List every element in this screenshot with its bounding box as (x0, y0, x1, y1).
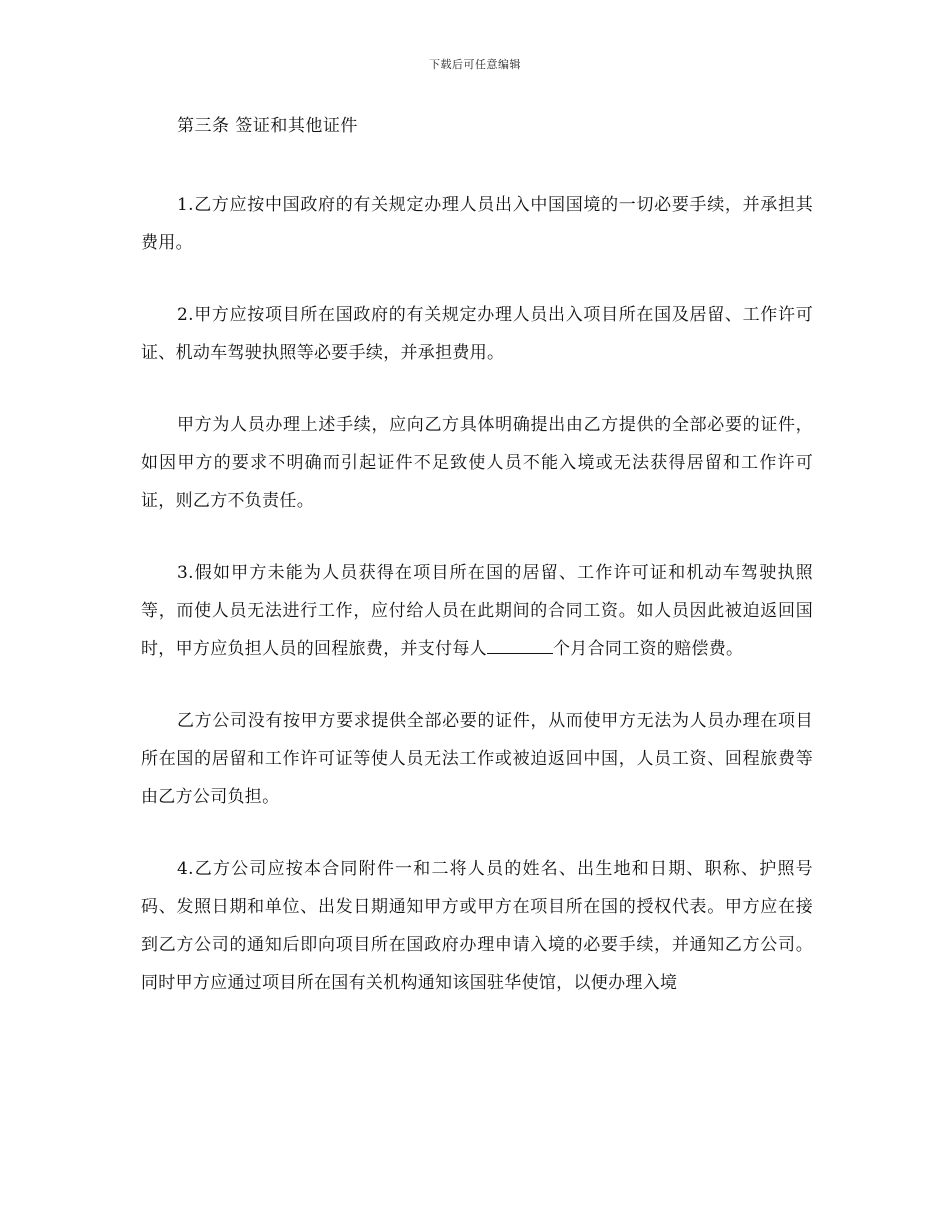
article-heading: 第三条 签证和其他证件 (177, 116, 358, 136)
paragraph-6: 4.乙方公司应按本合同附件一和二将人员的姓名、出生地和日期、职称、护照号码、发照日期和单位、出发日期通知甲方或甲方在项目所在国的授权代表。甲方应在接到乙方公司的通知后即向项目所在国政府办理申请入境的必要手续，并通知乙方公司。同时甲方应通过项目所在国有关机构通知该国驻华使馆，以便办理入境 (141, 859, 813, 993)
fill-in-blank (487, 639, 553, 654)
paragraph-1: 1.乙方应按中国政府的有关规定办理人员出入中国国境的一切必要手续，并承担其费用。 (141, 195, 813, 253)
page-header: 下载后可任意编辑 (429, 58, 521, 71)
document-body (141, 112, 813, 1002)
paragraph-4-text-end: 个月合同工资的赔偿费。 (553, 639, 744, 659)
paragraph-4 (141, 554, 813, 668)
paragraph-4-text-start: 3.假如甲方未能为人员获得在项目所在国的居留、工作许可证和机动车驾驶执照等，而使人员无法进行工作，应付给人员在此期间的合同工资。如人员因此被迫返回国时，甲方应负担人员的回程旅费，并支付每人 (141, 563, 813, 659)
paragraph-2: 2.甲方应按项目所在国政府的有关规定办理人员出入项目所在国及居留、工作许可证、机动车驾驶执照等必要手续，并承担费用。 (141, 305, 813, 363)
paragraph-5: 乙方公司没有按甲方要求提供全部必要的证件，从而使甲方无法为人员办理在项目所在国的居留和工作许可证等使人员无法工作或被迫返回中国，人员工资、回程旅费等由乙方公司负担。 (141, 711, 813, 807)
paragraph-3: 甲方为人员办理上述手续，应向乙方具体明确提出由乙方提供的全部必要的证件，如因甲方的要求不明确而引起证件不足致使人员不能入境或无法获得居留和工作许可证，则乙方不负责任。 (141, 415, 813, 511)
